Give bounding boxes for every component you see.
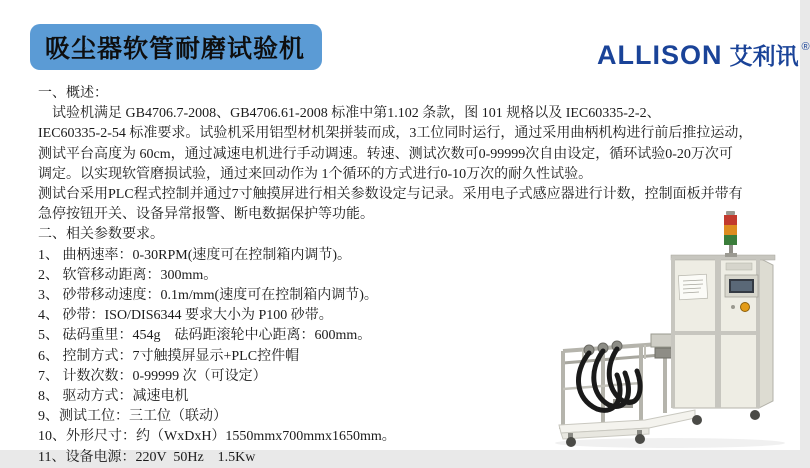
param-item: 11、设备电源：220V 50Hz 1.5Kw [38, 449, 256, 465]
logo-latin-text: ALLISON [597, 40, 723, 70]
overview-line: 测试台采用PLC程式控制并通过7寸触摸屏进行相关参数设定与记录。采用电子式感应器进行计数，控制面板并带有 [38, 187, 743, 203]
overview-line: 试验机满足 GB4706.7-2008、GB4706.61-2008 标准中第1.102 条款，图 101 规格以及 IEC60335-2-2、 [38, 106, 661, 122]
machine-photo [545, 203, 800, 448]
brand-logo [597, 38, 810, 71]
param-item: 10、外形尺寸：约（WxDxH）1550mmx700mmx1650mm。 [38, 429, 396, 445]
caster-wheel [635, 434, 645, 444]
param-item: 2、 软管移动距离：300mm。 [38, 267, 218, 283]
overview-line: 调定。以实现软管磨损试验，通过来回动作为 1个循环的方式进行0-10万次的耐久性试验。 [38, 166, 593, 182]
shadow [555, 438, 785, 448]
caster-wheel [566, 437, 576, 447]
overview-line: IEC60335-2-54 标准要求。试验机采用铝型材机架拼装而成，3工位同时运行，通过采用曲柄机构进行前后推拉运动， [38, 126, 753, 142]
spec-label [678, 274, 707, 299]
control-cabinet [671, 255, 775, 408]
caster-wheel [750, 410, 760, 420]
param-item: 6、 控制方式：7寸触摸屏显示+PLC控件帽 [38, 348, 300, 364]
cabinet-nameplate [726, 263, 752, 270]
param-item: 4、 砂带：ISO/DIS6344 要求大小为 P100 砂带。 [38, 308, 333, 324]
params-heading: 二、相关参数要求。 [38, 227, 164, 243]
title-banner [30, 24, 322, 70]
param-item: 3、 砂带移动速度：0.1m/mm(速度可在控制箱内调节)。 [38, 288, 378, 304]
overview-line: 急停按钮开关、设备异常报警、断电数据保护等功能。 [38, 207, 374, 223]
registered-trademark-icon: ® [801, 41, 810, 53]
page-title: 吸尘器软管耐磨试验机 [45, 36, 306, 63]
param-item: 8、 驱动方式：减速电机 [38, 389, 189, 405]
logo-chinese-text: 艾利讯 [729, 43, 799, 69]
tower-light-icon [724, 211, 737, 257]
param-item: 1、 曲柄速率：0-30RPM(速度可在控制箱内调节)。 [38, 247, 352, 263]
param-item: 7、 计数次数：0-99999 次（可设定） [38, 368, 267, 384]
emergency-button [741, 303, 750, 312]
param-item: 9、测试工位：三工位（联动） [38, 409, 227, 425]
overview-heading: 一、概述： [38, 86, 108, 101]
param-item: 5、 砝码重里：454g 砝码距滚轮中心距离：600mm。 [38, 328, 372, 344]
overview-line: 测试平台高度为 60cm，通过减速电机进行手动调速。转速、测试次数可0-99999次自由设定，循环试验0-20万次可 [38, 146, 733, 162]
touchscreen [725, 275, 758, 297]
caster-wheel [692, 415, 702, 425]
